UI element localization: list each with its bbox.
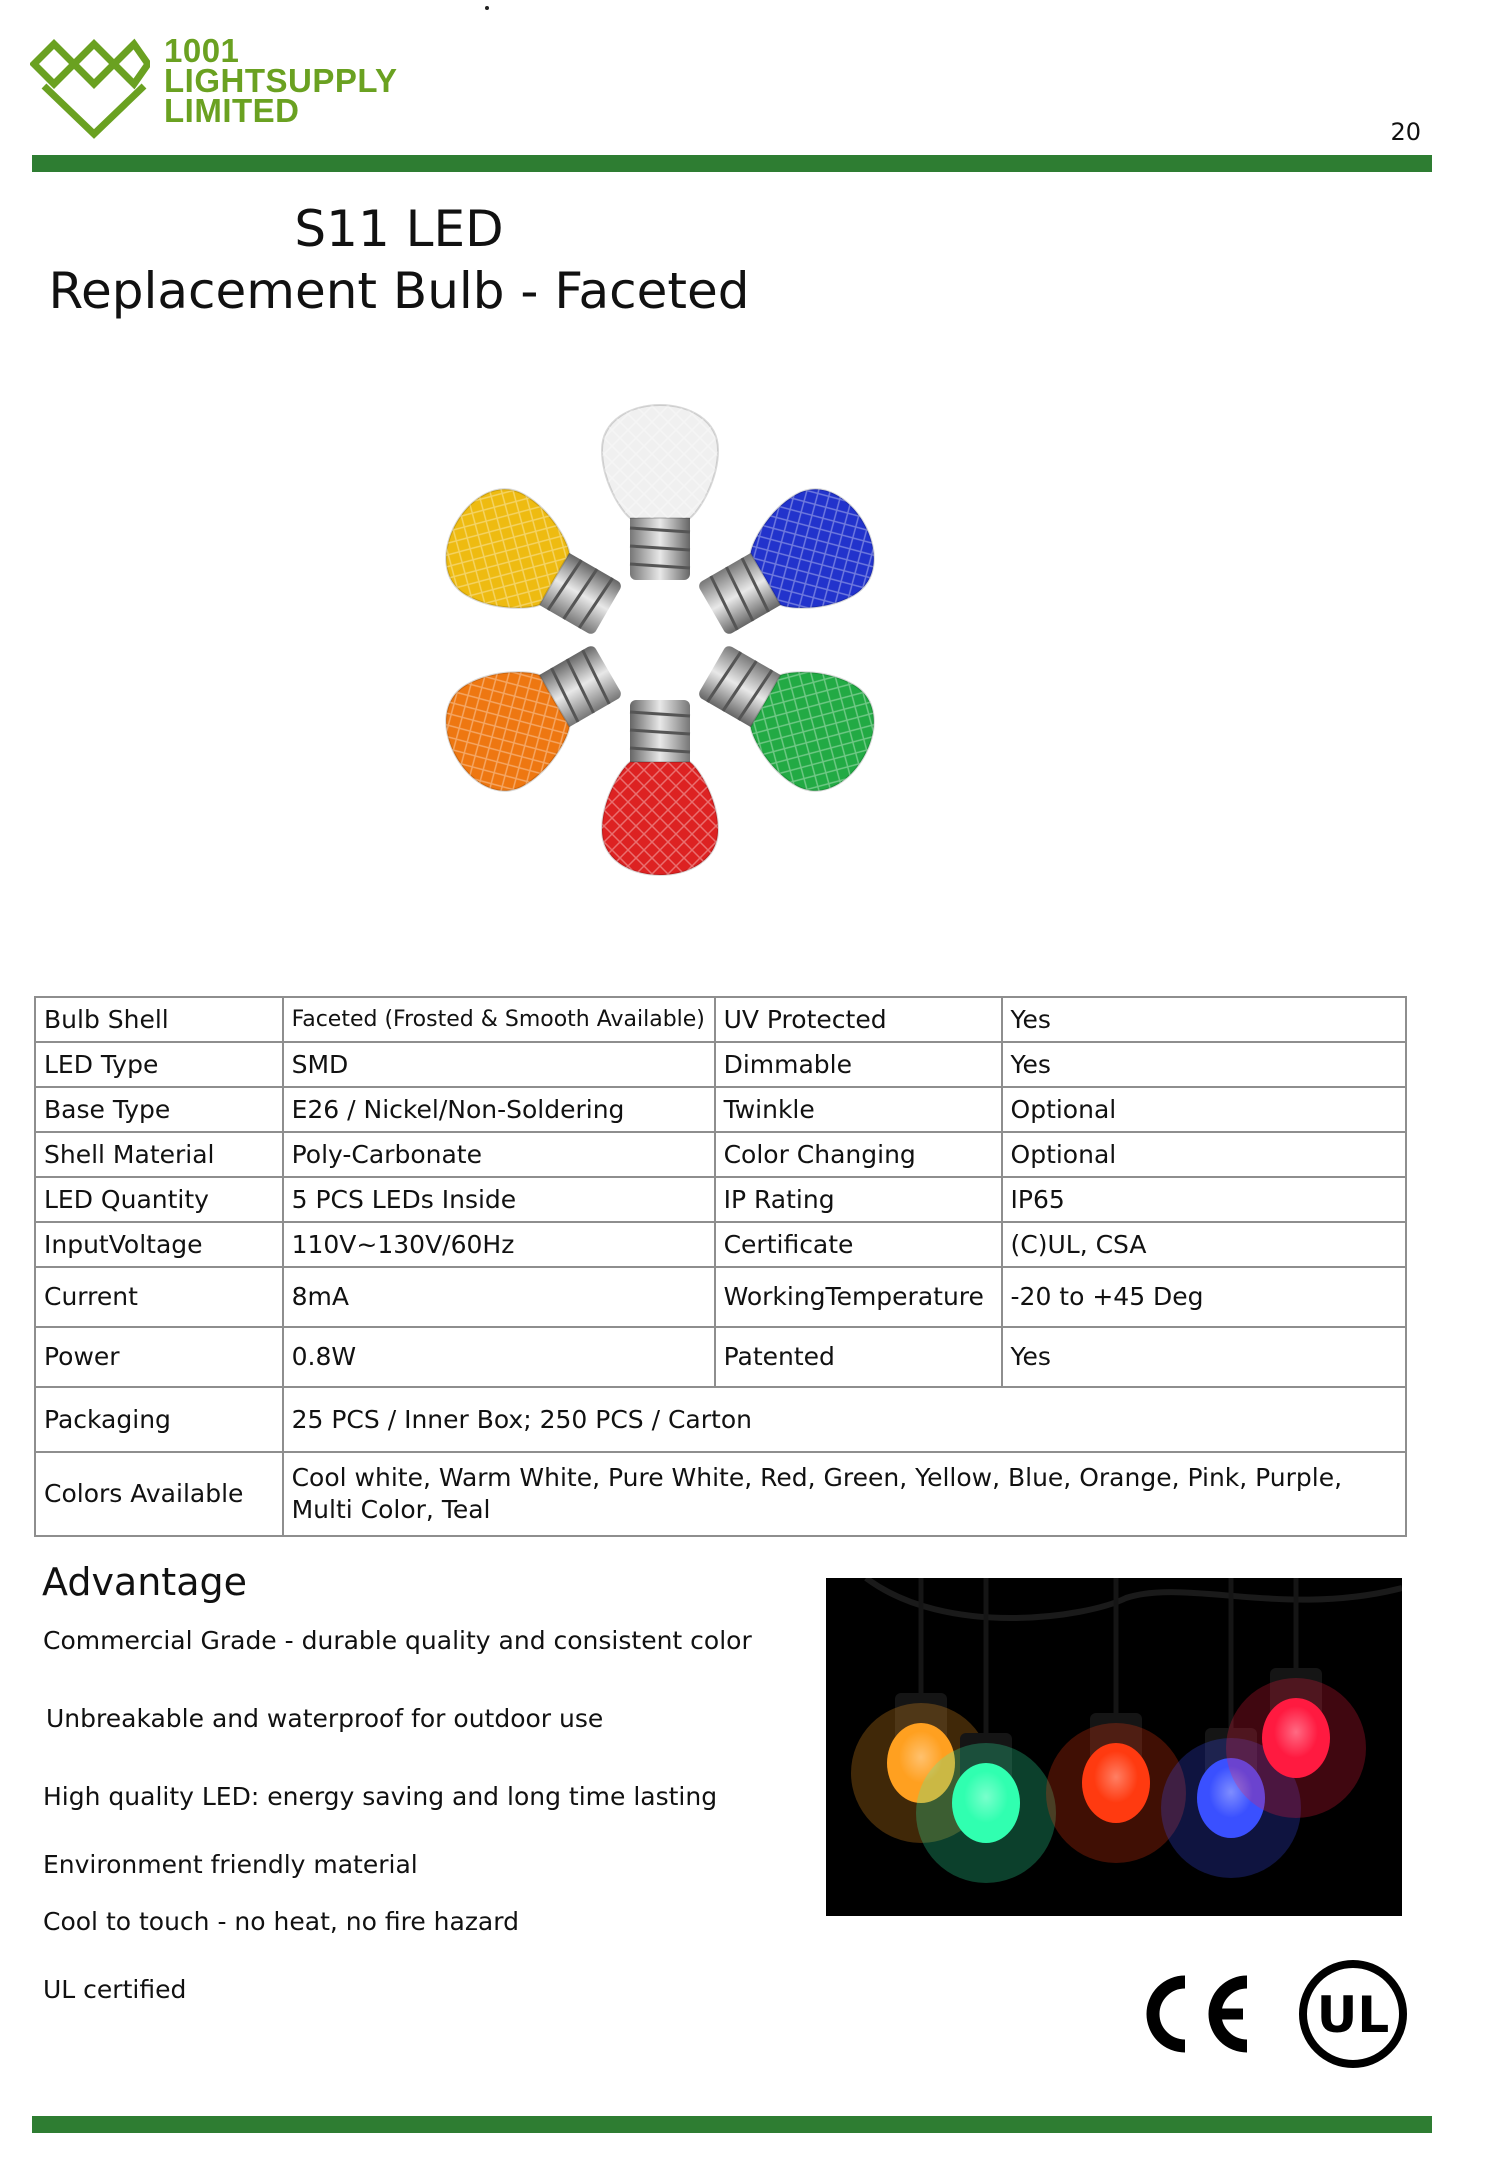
spec-value: 25 PCS / Inner Box; 250 PCS / Carton <box>283 1387 1406 1452</box>
spec-value-2: Yes <box>1002 1042 1406 1087</box>
footer-rule <box>32 2116 1432 2133</box>
brand-line-1: 1001 <box>164 32 240 69</box>
spec-value: 110V~130V/60Hz <box>283 1222 715 1267</box>
ce-mark-icon <box>1153 1982 1247 2046</box>
spec-value: 0.8W <box>283 1327 715 1387</box>
spec-label: Power <box>35 1327 283 1387</box>
spec-value: E26 / Nickel/Non-Soldering <box>283 1087 715 1132</box>
advantage-item: High quality LED: energy saving and long time lasting <box>43 1782 718 1811</box>
stray-dot <box>485 6 489 10</box>
spec-value: Poly-Carbonate <box>283 1132 715 1177</box>
spec-label-2: Patented <box>715 1327 1002 1387</box>
spec-value-2: Optional <box>1002 1132 1406 1177</box>
spec-value-2: IP65 <box>1002 1177 1406 1222</box>
spec-row <box>35 1222 1406 1267</box>
brand-line-2: LIGHTSUPPLY <box>164 62 398 99</box>
bulb <box>683 620 893 808</box>
advantage-item: Cool to touch - no heat, no fire hazard <box>43 1907 519 1936</box>
bulb <box>683 472 893 660</box>
spec-label: Current <box>35 1267 283 1327</box>
header-rule <box>32 155 1432 172</box>
advantage-heading: Advantage <box>42 1560 247 1604</box>
spec-label: LED Type <box>35 1042 283 1087</box>
title-line-2: Replacement Bulb - Faceted <box>48 262 750 320</box>
spec-value: 8mA <box>283 1267 715 1327</box>
page-title <box>44 198 754 322</box>
spec-label-2: UV Protected <box>715 997 1002 1042</box>
spec-label: Colors Available <box>35 1452 283 1536</box>
spec-value-2: -20 to +45 Deg <box>1002 1267 1406 1327</box>
spec-value-2: Optional <box>1002 1087 1406 1132</box>
spec-label-2: Color Changing <box>715 1132 1002 1177</box>
spec-value-2: (C)UL, CSA <box>1002 1222 1406 1267</box>
bulb <box>427 620 637 808</box>
spec-table <box>34 996 1407 1537</box>
ul-mark-text: UL <box>1316 1986 1390 2044</box>
bulb <box>602 405 718 580</box>
spec-row <box>35 1132 1406 1177</box>
spec-label-2: IP Rating <box>715 1177 1002 1222</box>
certification-marks <box>1135 1958 1407 2070</box>
spec-label: LED Quantity <box>35 1177 283 1222</box>
spec-label: Bulb Shell <box>35 997 283 1042</box>
product-photo <box>380 340 940 940</box>
spec-row-packaging <box>35 1387 1406 1452</box>
spec-value-2: Yes <box>1002 997 1406 1042</box>
company-name <box>164 32 398 129</box>
spec-value: Faceted (Frosted & Smooth Available) <box>283 997 715 1042</box>
company-logo <box>30 30 410 140</box>
spec-row <box>35 1177 1406 1222</box>
advantage-item: Commercial Grade - durable quality and consistent color <box>43 1626 752 1655</box>
spec-row-colors <box>35 1452 1406 1536</box>
title-line-1: S11 LED <box>294 200 504 258</box>
spec-value: Cool white, Warm White, Pure White, Red, Green, Yellow, Blue, Orange, Pink, Purple, Multi Color, Teal <box>283 1452 1406 1536</box>
spec-row <box>35 1042 1406 1087</box>
bulb <box>427 472 637 660</box>
bulb-ring <box>427 405 892 875</box>
spec-label: Packaging <box>35 1387 283 1452</box>
brand-line-3: LIMITED <box>164 92 300 129</box>
bulb <box>602 700 718 875</box>
spec-label: Shell Material <box>35 1132 283 1177</box>
ul-mark-icon <box>1303 1964 1403 2064</box>
string-lights-photo <box>826 1578 1402 1916</box>
spec-row <box>35 1087 1406 1132</box>
spec-value: 5 PCS LEDs Inside <box>283 1177 715 1222</box>
spec-row <box>35 997 1406 1042</box>
diamond-logo-icon <box>30 30 150 140</box>
advantage-item: Environment friendly material <box>43 1850 418 1879</box>
spec-label-2: WorkingTemperature <box>715 1267 1002 1327</box>
spec-value-2: Yes <box>1002 1327 1406 1387</box>
page-number: 20 <box>1390 118 1421 146</box>
spec-row <box>35 1327 1406 1387</box>
spec-value: SMD <box>283 1042 715 1087</box>
spec-label-2: Twinkle <box>715 1087 1002 1132</box>
spec-label-2: Certificate <box>715 1222 1002 1267</box>
spec-label: InputVoltage <box>35 1222 283 1267</box>
spec-label-2: Dimmable <box>715 1042 1002 1087</box>
spec-label: Base Type <box>35 1087 283 1132</box>
spec-row <box>35 1267 1406 1327</box>
advantage-item: Unbreakable and waterproof for outdoor use <box>46 1704 604 1733</box>
advantage-item: UL certified <box>43 1975 187 2004</box>
